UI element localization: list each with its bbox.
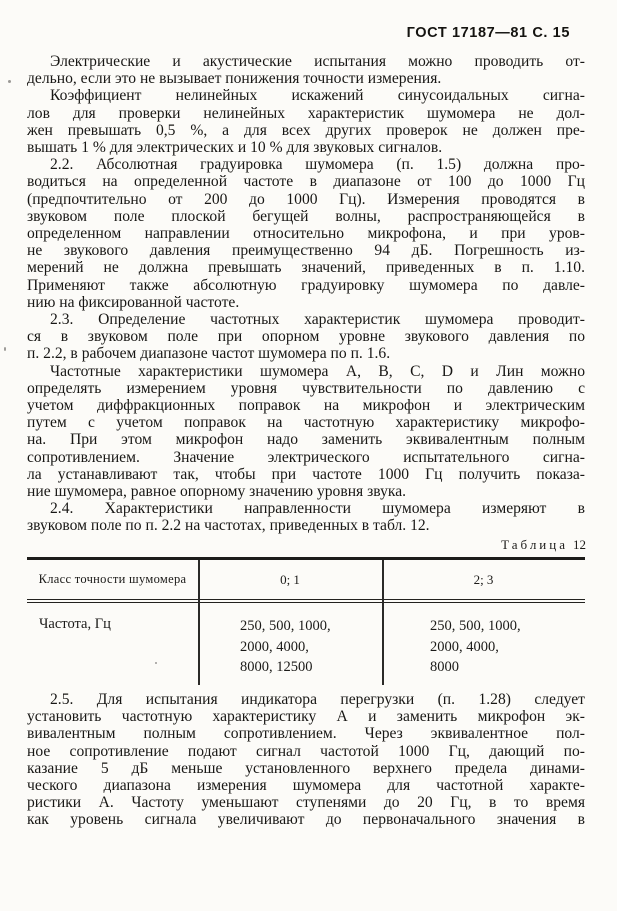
scan-speck [4, 347, 6, 351]
text-line: определять измерением уровня чувствительности по давлению с [27, 379, 585, 397]
text-line: ристики А. Частоту уменьшают ступенями до 20 Гц, в то время [27, 794, 585, 812]
text-line: на. При этом микрофон надо заменить эквивалентным полным [27, 431, 585, 449]
text-line: вивалентным полным сопротивлением. Через эквивалентное пол- [27, 725, 585, 743]
text-line: определенном направлении относительно микрофона, и при уров- [27, 225, 585, 243]
text-line: водиться на определенной частоте в диапазоне от 100 до 1000 Гц [27, 173, 585, 191]
table-row-label-frequency: Частота, Гц [39, 616, 111, 632]
text-line: 250, 500, 1000, [430, 618, 521, 634]
table-header-row [27, 560, 585, 599]
text-line: звуковом поле плоской бегущей волны, распространяющейся в [27, 207, 585, 225]
text-line: 2000, 4000, [430, 638, 499, 655]
text-line: ся в звуковом поле при опорном уровне звукового давления по [27, 328, 585, 346]
table-caption-number: 12 [573, 537, 586, 552]
text-line: звуковом поле по п. 2.2 на частотах, приведенных в табл. 12. [27, 517, 430, 535]
table-header-class-0-1: 0; 1 [280, 571, 300, 587]
text-line: казание 5 дБ меньше установленного верхнего предела динами- [27, 759, 585, 777]
table-column-divider-1 [198, 560, 200, 685]
text-line: ние шумомера, равное опорному значению уровня звука. [27, 483, 407, 501]
page-header: ГОСТ 17187—81 С. 15 [406, 25, 570, 41]
scan-speck [8, 80, 11, 83]
text-line: Коэффициент нелинейных искажений синусоидальных сигна- [50, 87, 585, 105]
text-line: путем с учетом поправок на частотную характеристику микрофо- [27, 414, 585, 432]
text-line: 8000 [430, 659, 459, 675]
table-caption [501, 537, 586, 553]
paragraph-2-3 [27, 311, 585, 363]
text-line: 8000, 12500 [240, 659, 313, 675]
text-line: 2.4. Характеристики направленности шумомера измеряют в [50, 500, 585, 518]
paragraph-2-2 [27, 156, 585, 311]
table-header-class-2-3: 2; 3 [473, 571, 494, 587]
text-line: как уровень сигнала увеличивают до первоначального значения в [27, 811, 585, 829]
text-line: 2000, 4000, [240, 638, 309, 655]
text-line: вышать 1 % для электрических и 10 % для звуковых сигналов. [27, 139, 443, 157]
text-line: ческого диапазона измерения шумомера для частотной характе- [27, 777, 585, 795]
paragraph-frequency-characteristics [27, 363, 585, 501]
document-body [27, 53, 585, 535]
table-body-row [27, 603, 585, 678]
text-line: Применяют также абсолютную градуировку шумомера по давле- [27, 276, 585, 294]
text-line: нию на фиксированной частоте. [27, 293, 240, 311]
paragraph-2-4 [27, 500, 585, 534]
table-12 [27, 557, 585, 688]
text-line: лов для проверки нелинейных характеристик шумомера не дол- [27, 104, 585, 122]
table-caption-word: Таблица [501, 537, 568, 552]
table-cell-frequencies-class-2-3 [382, 616, 585, 678]
text-line: п. 2.2, в рабочем диапазоне частот шумомера по п. 1.6. [27, 345, 391, 363]
paragraph-distortion-coefficient [27, 87, 585, 156]
paragraph-electrical-acoustic [27, 53, 585, 87]
table-column-divider-2 [382, 560, 384, 685]
text-line: сопротивлением. Значение электрического испытательного сигна- [27, 448, 585, 466]
text-line: Электрические и акустические испытания можно проводить от- [50, 53, 585, 70]
text-line: (предпочтительно от 200 до 1000 Гц). Измерения проводятся в [27, 190, 585, 208]
text-line: Частотные характеристики шумомера А, В, С, D и Лин можно [50, 362, 585, 380]
paragraph-2-5 [27, 691, 585, 829]
text-line: ное сопротивление подают сигнал частотой 1000 Гц, дающий по- [27, 742, 585, 760]
text-line: установить частотную характеристику А и заменить микрофон эк- [27, 708, 585, 726]
table-header-accuracy-class: Класс точности шумомера [38, 572, 187, 586]
text-line: ла устанавливают так, чтобы при частоте 1000 Гц получить показа- [27, 465, 585, 483]
text-line: мерений не должна превышать значений, приведенных в п. 1.10. [27, 259, 585, 277]
text-line: 2.2. Абсолютная градуировка шумомера (п. 1.5) должна про- [50, 156, 585, 174]
scan-speck [155, 662, 157, 664]
text-line: 250, 500, 1000, [240, 618, 331, 634]
text-line: не звукового давления преимущественно 94 дБ. Погрешность из- [27, 242, 585, 260]
text-line: учетом диффракционных поправок на микрофон и электрическим [27, 397, 585, 415]
table-cell-frequencies-class-0-1 [198, 616, 382, 678]
text-line: дельно, если это не вызывает понижения точности измерения. [27, 70, 442, 88]
text-line: жен превышать 0,5 %, а для всех других проверок не должен пре- [27, 121, 585, 139]
text-line: 2.3. Определение частотных характеристик шумомера проводит- [50, 311, 585, 329]
text-line: 2.5. Для испытания индикатора перегрузки (п. 1.28) следует [50, 691, 585, 708]
